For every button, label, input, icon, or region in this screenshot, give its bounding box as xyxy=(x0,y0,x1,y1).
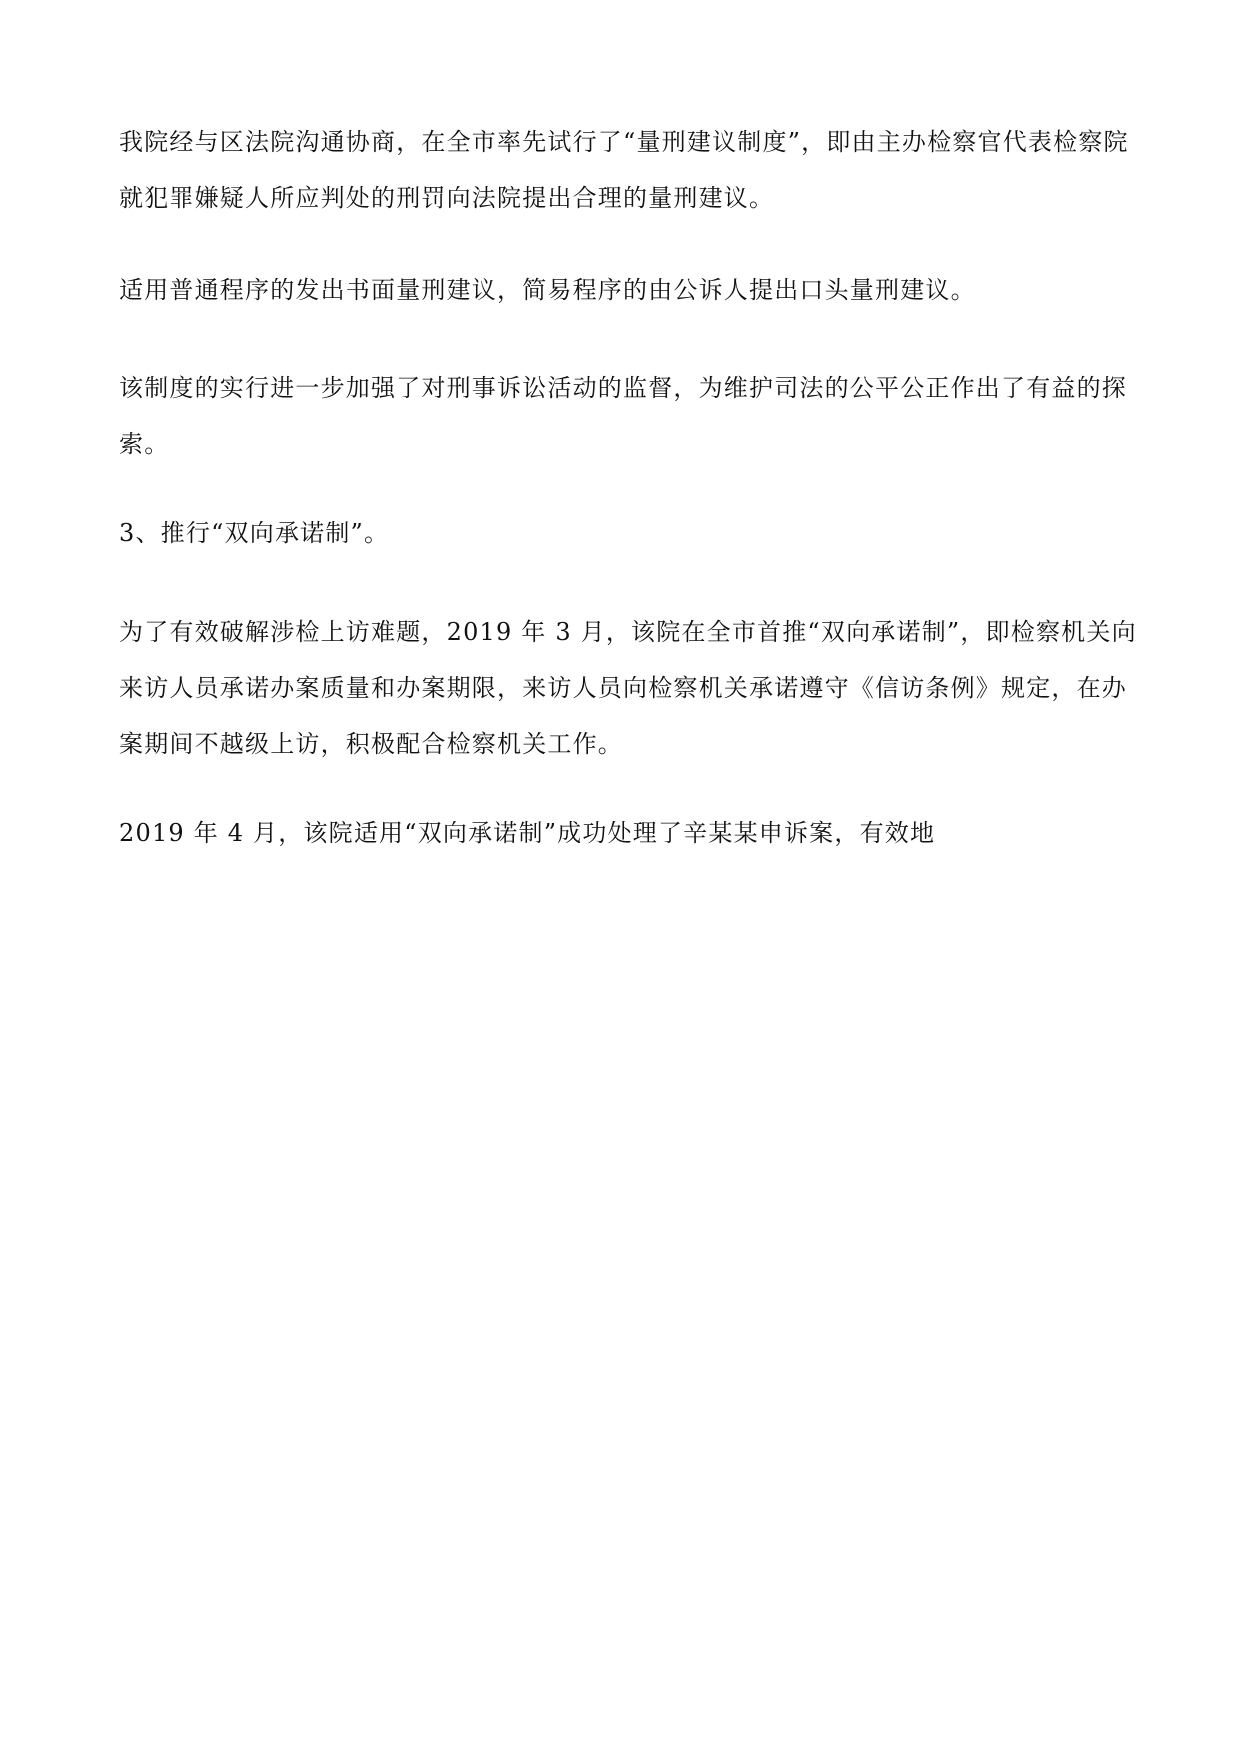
paragraph-dual-commitment-description xyxy=(119,604,1137,772)
paragraph-case-example xyxy=(119,805,1129,861)
paragraph-line: 该制度的实行进一步加强了对刑事诉讼活动的监督，为维护司法的公平公正作出了有益的探 xyxy=(119,374,1127,402)
section-heading-dual-commitment xyxy=(119,505,1129,561)
paragraph-line: 就犯罪嫌疑人所应判处的刑罚向法院提出合理的量刑建议。 xyxy=(119,184,775,212)
paragraph-sentencing-recommendation-system xyxy=(119,114,1129,226)
heading-line: 3、推行“双向承诺制”。 xyxy=(119,519,390,547)
paragraph-line: 案期间不越级上访，积极配合检察机关工作。 xyxy=(119,730,623,758)
paragraph-system-effect xyxy=(119,360,1129,472)
paragraph-line: 我院经与区法院沟通协商，在全市率先试行了“量刑建议制度”，即由主办检察官代表检察院 xyxy=(119,128,1129,156)
paragraph-line: 2019 年 4 月，该院适用“双向承诺制”成功处理了辛某某申诉案，有效地 xyxy=(119,819,936,847)
paragraph-line: 为了有效破解涉检上访难题，2019 年 3 月，该院在全市首推“双向承诺制”，即检察机关向 xyxy=(119,618,1137,646)
paragraph-procedure-types xyxy=(119,262,1129,318)
paragraph-line: 索。 xyxy=(119,430,170,458)
paragraph-line: 来访人员承诺办案质量和办案期限，来访人员向检察机关承诺遵守《信访条例》规定，在办 xyxy=(119,674,1127,702)
paragraph-line: 适用普通程序的发出书面量刑建议，简易程序的由公诉人提出口头量刑建议。 xyxy=(119,276,976,304)
